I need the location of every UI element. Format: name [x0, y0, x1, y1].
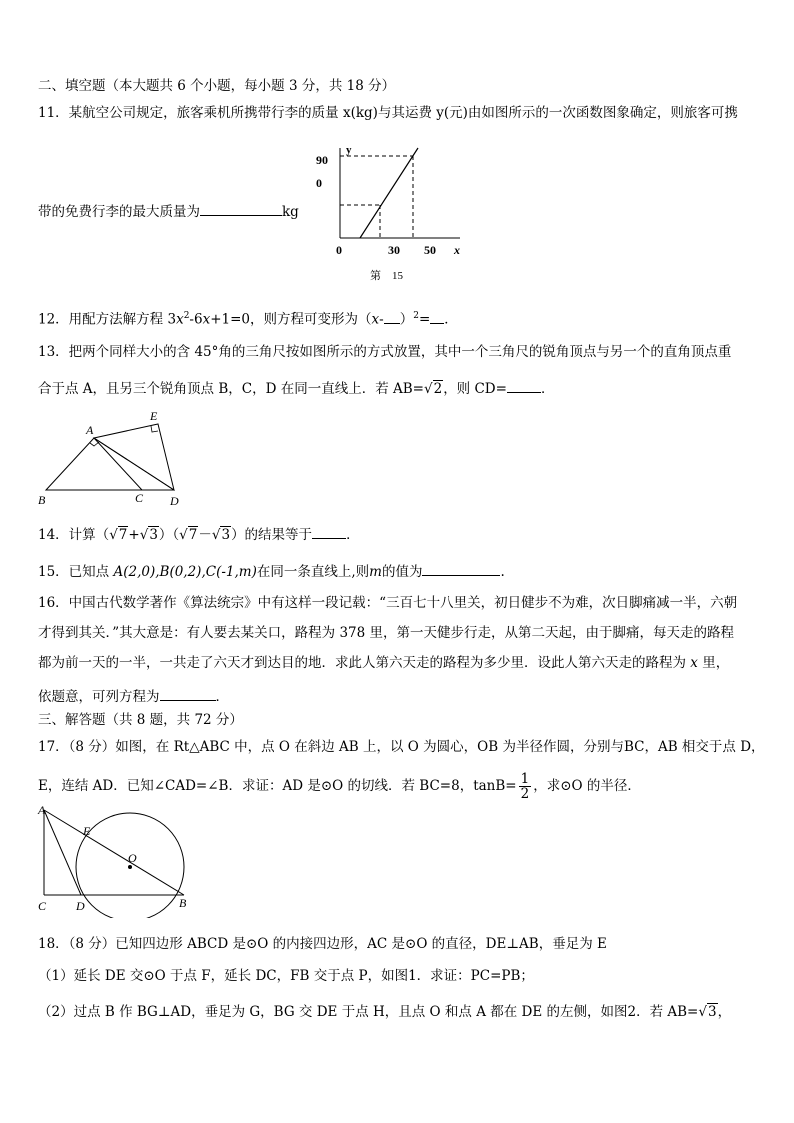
q13-text: 合于点 A，且另三个锐角顶点 B，C，D 在同一直线上．若 AB= [38, 381, 424, 397]
y-tick-0: 0 [316, 176, 322, 190]
section-heading-fill-blank: 二、填空题（本大题共 6 个小题，每小题 3 分，共 18 分） [38, 78, 396, 94]
origin-label: 0 [336, 243, 342, 257]
question-13-line-2: 合于点 A，且另三个锐角顶点 B，C，D 在同一直线上．若 AB=√2，则 CD= ． [38, 378, 554, 399]
question-16-line-3 [38, 653, 729, 673]
q14-mid: ）（ [158, 527, 180, 543]
triangle-aed [94, 424, 174, 490]
question-15 [38, 561, 505, 582]
q16-text: 都为前一天的一半，一共走了六天才到达目的地．求此人第六天走的路程为多少里．设此人第六天走的路程为 [38, 655, 691, 671]
question-17-line-2 [38, 772, 641, 801]
q12-text-mid: -6 [189, 311, 203, 328]
q18-text-post: ， [717, 1004, 732, 1020]
q15-points: A(2,0),B(0,2),C(-1,m) [113, 564, 257, 580]
y-axis-label: y [346, 144, 352, 156]
segment-ad [44, 810, 81, 895]
right-angle-e [151, 426, 158, 432]
label-c: C [135, 491, 144, 505]
q12-text: 12．用配方法解方程 3 [38, 311, 177, 328]
question-13-figure [34, 406, 194, 510]
q18-sqrt-value: 3 [707, 1004, 717, 1020]
question-12 [38, 306, 458, 330]
label-d: D [76, 899, 85, 913]
q12-paren: ） [399, 311, 414, 328]
label-c: C [38, 899, 47, 913]
question-11-line-2 [38, 201, 299, 222]
q14-sqrt-4: 3 [221, 527, 231, 543]
q12-square: 2 [413, 311, 419, 321]
x-tick-30: 30 [388, 243, 400, 257]
q14-sqrt-1: 7 [118, 527, 128, 543]
q12-var: x [176, 311, 184, 328]
label-d: D [170, 494, 179, 508]
q15-text-post: 的值为 [381, 564, 423, 580]
label-o: O [128, 851, 137, 865]
question-18-line-1: 18．（8 分）已知四边形 ABCD 是⊙O 的内接四边形，AC 是⊙O 的直径，DE⊥AB，垂足为 E [38, 936, 607, 952]
function-line [360, 148, 418, 238]
section-heading-solutions: 三、解答题（共 8 题，共 72 分） [38, 712, 243, 728]
question-11-graph [310, 138, 480, 288]
q16-text-4: 依题意，可列方程为 [38, 689, 160, 705]
q12-end: ． [444, 311, 458, 328]
q17-text-post: ，求⊙O 的半径． [533, 778, 641, 794]
q14-sqrt-3: 7 [188, 527, 198, 543]
question-11-line-1: 11．某航空公司规定，旅客乘机所携带行李的质量 x(kg)与其运费 y(元)由如图所示的一次函数图象确定，则旅客可携 [38, 105, 738, 121]
q14-sqrt-2: 3 [149, 527, 158, 543]
q14-plus: + [128, 527, 140, 543]
segment-ab [44, 810, 184, 895]
x-tick-50: 50 [424, 243, 436, 257]
label-b: B [179, 896, 187, 910]
q14-minus: － [198, 527, 212, 543]
question-14: 14．计算（√7+√3）（√7－√3）的结果等于 ． [38, 524, 360, 545]
q15-text: 15．已知点 [38, 564, 114, 580]
q12-var-2: x [202, 311, 211, 328]
q16-end: ． [215, 689, 229, 705]
q12-var-3: x [371, 311, 380, 328]
answer-blank-15[interactable] [422, 561, 500, 576]
answer-blank-16[interactable] [160, 686, 216, 701]
question-16-line-1: 16．中国古代数学著作《算法统宗》中有这样一段记载：“三百七十八里关，初日健步不为难，次日脚痛减一半，六朝 [38, 595, 738, 611]
q16-text-post: 里， [697, 655, 730, 671]
label-b: B [38, 493, 46, 507]
question-17-line-1: 17．（8 分）如图，在 Rt△ABC 中，点 O 在斜边 AB 上，以 O 为圆心，OB 为半径作圆，分别与BC，AB 相交于点 D， [38, 739, 765, 755]
question-18-line-3: （2）过点 B 作 BG⊥AD，垂足为 G，BG 交 DE 于点 H，且点 O 和点 A 都在 DE 的左侧，如图2．若 AB=√3， [38, 1004, 732, 1020]
q13-end: ． [540, 381, 555, 397]
right-angle-a [90, 442, 99, 446]
question-13-line-1: 13．把两个同样大小的含 45°角的三角尺按如图所示的方式放置，其中一个三角尺的锐角顶点与另一个的直角顶点重 [38, 344, 732, 360]
answer-blank-14[interactable] [312, 524, 346, 539]
fraction-denominator: 2 [520, 786, 530, 802]
answer-blank-13[interactable] [507, 378, 541, 393]
q18-text: （2）过点 B 作 BG⊥AD，垂足为 G，BG 交 DE 于点 H，且点 O 和点 A 都在 DE 的左侧，如图2．若 AB= [38, 1004, 699, 1020]
question-17-figure [32, 800, 202, 918]
question-11-unit: kg [282, 204, 299, 220]
q13-sqrt-value: 2 [433, 381, 443, 397]
x-axis-label: x [454, 243, 460, 257]
q14-text-post: ）的结果等于 [231, 527, 313, 543]
segment-ad [94, 438, 174, 490]
q15-end: . [500, 564, 505, 580]
center-point-o [128, 865, 132, 869]
label-a: A [86, 423, 94, 437]
fraction-one-half [519, 772, 532, 801]
q13-text-mid: ，则 CD= [443, 381, 507, 397]
question-18-line-2: （1）延长 DE 交⊙O 于点 F，延长 DC，FB 交于点 P，如图1．求证：PC=PB； [38, 968, 534, 984]
question-16-line-4 [38, 686, 229, 707]
question-11-text: 带的免费行李的最大质量为 [38, 204, 200, 220]
q17-text: E，连结 AD．已知∠CAD=∠B．求证：AD 是⊙O 的切线．若 BC=8，tanB= [38, 778, 517, 794]
q15-text-mid: 在同一条直线上,则 [256, 564, 370, 580]
q14-text: 14．计算（ [38, 527, 110, 543]
answer-blank-11[interactable] [200, 201, 282, 216]
q14-end: ． [346, 527, 360, 543]
answer-blank-12a[interactable] [384, 309, 400, 324]
label-e: E [150, 409, 158, 423]
question-16-line-2: 才得到其关．”其大意是：有人要去某关口，路程为 378 里，第一天健步行走，从第二天起，由于脚痛，每天走的路程 [38, 625, 734, 641]
q16-var: x [690, 655, 698, 671]
label-e: E [83, 824, 91, 838]
answer-blank-12b[interactable] [430, 309, 444, 324]
q12-text-post: +1=0，则方程可变形为（ [210, 311, 372, 328]
label-a: A [38, 803, 46, 817]
fraction-numerator: 1 [520, 771, 530, 787]
graph-caption: 第 15 [370, 270, 403, 282]
q15-var: m [369, 564, 382, 580]
q12-minus: - [379, 311, 384, 328]
q12-equals: = [418, 311, 431, 328]
q12-exponent: 2 [183, 311, 190, 321]
y-tick-90: 90 [316, 153, 328, 167]
